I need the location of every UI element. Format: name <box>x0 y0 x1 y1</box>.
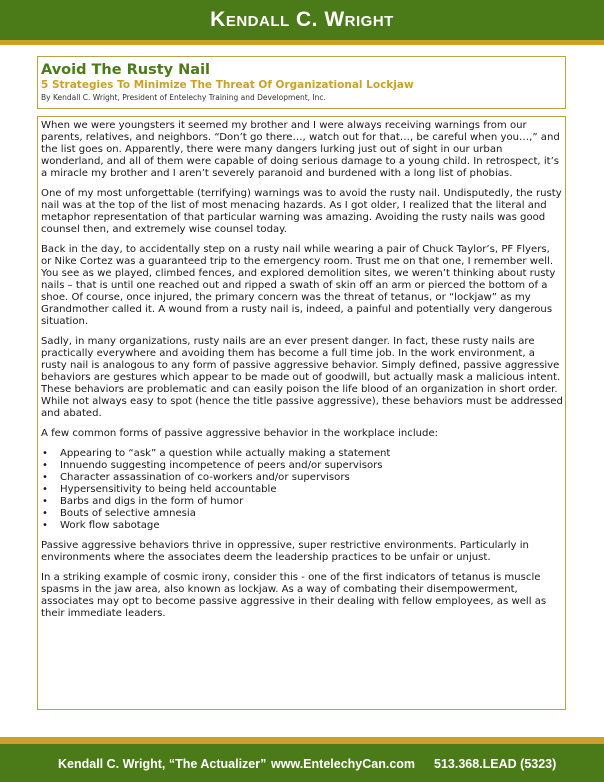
page-header <box>0 0 604 40</box>
list-item: • Bouts of selective amnesia <box>41 508 563 520</box>
footer-name: Kendall C. Wright, “The Actualizer” <box>58 757 267 771</box>
paragraph: In a striking example of cosmic irony, consider this - one of the first indicators of tetanus is muscle spasms in the jaw area, also known as lockjaw. As a way of combating their disempowerment, associates may opt to become passive aggressive in their dealing with fellow employees, as well as their immediate leaders. <box>41 572 547 619</box>
author-name-title: Kendall C. Wright <box>210 8 394 31</box>
article-body <box>37 116 566 710</box>
paragraph: Passive aggressive behaviors thrive in oppressive, super restrictive environments. Particularly in environments where the associates deem the leadership practices to be unfair or unjust. <box>41 540 529 563</box>
behavior-list <box>41 448 563 532</box>
article-byline: By Kendall C. Wright, President of Entelechy Training and Development, Inc. <box>41 93 326 102</box>
footer-phone: 513.368.LEAD (5323) <box>434 757 557 771</box>
list-intro: A few common forms of passive aggressive behavior in the workplace include: <box>41 428 439 439</box>
article-title: Avoid The Rusty Nail <box>41 62 211 78</box>
paragraph: When we were youngsters it seemed my brother and I were always receiving warnings from our parents, relatives, and neighbors. “Don’t go there…, watch out for that…, be careful when you…,” and the list goes on. Apparently, there were many dangers lurking just out of sight in our urban wonderland, and all of them were capable of doing serious damage to a young child. In retrospect, it’s a miracle my brother and I aren’t severely paranoid and burdened with a long list of phobias. <box>41 120 560 179</box>
article-title-box <box>37 56 566 109</box>
list-item: • Innuendo suggesting incompetence of peers and/or supervisors <box>41 460 563 472</box>
list-item: • Appearing to “ask” a question while actually making a statement <box>41 448 563 460</box>
list-item: • Hypersensitivity to being held accountable <box>41 484 563 496</box>
footer-website: www.EntelechyCan.com <box>271 757 416 771</box>
paragraph: Sadly, in many organizations, rusty nails are an ever present danger. In fact, these rusty nails are practically everywhere and avoiding them has become a full time job. In the work environment, a rusty nail is analogous to any form of passive aggressive behavior. Simply defined, passive aggressive behaviors are gestures which appear to be made out of goodwill, but actually mask a malicious intent. These behaviors are problematic and can easily poison the life blood of an organization in short order. While not always easy to spot (hence the title passive aggressive), these behaviors must be addressed and abated. <box>41 336 563 419</box>
paragraph: Back in the day, to accidentally step on a rusty nail while wearing a pair of Chuck Taylor’s, PF Flyers, or Nike Cortez was a guaranteed trip to the emergency room. Trust me on that one, I remember well. You see as we played, climbed fences, and explored demolition sites, we weren’t thinking about rusty nails – that is until one reached out and ripped a swath of skin off an arm or pierced the bottom of a shoe. Of course, once injured, the primary concern was the threat of tetanus, or “lockjaw” as my Grandmother called it. A wound from a rusty nail is, indeed, a painful and potentially very dangerous situation. <box>41 244 556 327</box>
list-item: • Character assassination of co-workers and/or supervisors <box>41 472 563 484</box>
paragraph: One of my most unforgettable (terrifying) warnings was to avoid the rusty nail. Undisputedly, the rusty nail was at the top of the list of most menacing hazards. As I got older, I realized that the literal and metaphor representation of that particular warning was amazing. Avoiding the rusty nails was good counsel then, and extremely wise counsel today. <box>41 188 562 235</box>
header-gold-stripe <box>0 40 604 45</box>
footer-gold-stripe <box>0 737 604 744</box>
article-subtitle: 5 Strategies To Minimize The Threat Of Organizational Lockjaw <box>41 79 414 91</box>
list-item: • Barbs and digs in the form of humor <box>41 496 563 508</box>
list-item: • Work flow sabotage <box>41 520 563 532</box>
page-footer <box>0 744 604 782</box>
